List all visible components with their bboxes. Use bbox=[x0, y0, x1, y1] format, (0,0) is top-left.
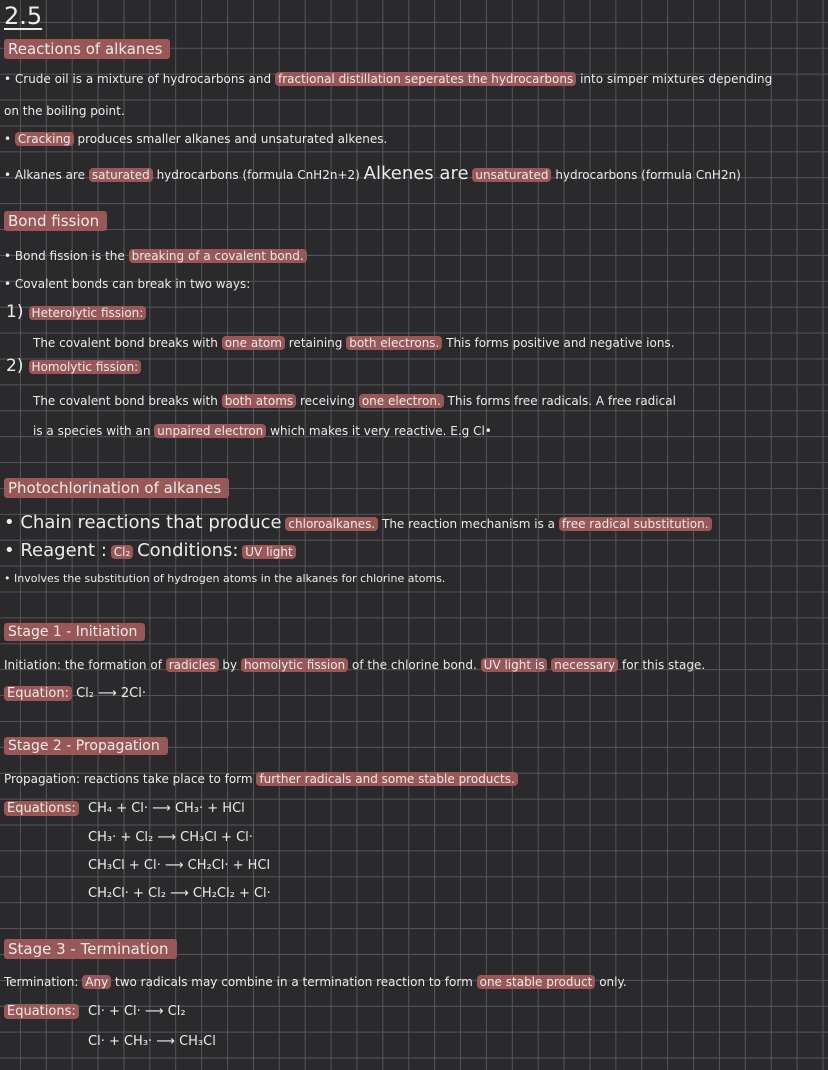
stage2-line-1: Propagation: reactions take place to form further radicals and some stable products. bbox=[4, 772, 518, 786]
stage2-eq-1: CH₄ + Cl· ⟶ CH₃· + HCl bbox=[88, 801, 245, 816]
stage3-line-1: Termination: Any two radicals may combine in a termination reaction to form one stable product only. bbox=[4, 975, 627, 989]
heading-stage-1: Stage 1 - Initiation bbox=[4, 624, 145, 640]
photo-line-2: • Reagent : Cl₂ Conditions: UV light bbox=[4, 540, 296, 561]
stage3-eq-1: Cl· + Cl· ⟶ Cl₂ bbox=[88, 1004, 186, 1019]
bond-line-2: • Covalent bonds can break in two ways: bbox=[4, 277, 251, 291]
stage3-equations-label: Equations: bbox=[4, 1004, 79, 1019]
heterolytic-heading: 1) Heterolytic fission: bbox=[6, 302, 146, 322]
stage2-equations-label: Equations: bbox=[4, 801, 79, 816]
homolytic-heading: 2) Homolytic fission: bbox=[6, 356, 141, 376]
stage2-eq-4: CH₂Cl· + Cl₂ ⟶ CH₂Cl₂ + Cl· bbox=[88, 886, 271, 901]
stage2-eq-2: CH₃· + Cl₂ ⟶ CH₃Cl + Cl· bbox=[88, 830, 253, 845]
bond-line-1: • Bond fission is the breaking of a covalent bond. bbox=[4, 249, 307, 263]
photo-line-1: • Chain reactions that produce chloroalkanes. The reaction mechanism is a free radical substitution. bbox=[4, 512, 712, 533]
reactions-line-3: • Cracking produces smaller alkanes and unsaturated alkenes. bbox=[4, 132, 388, 146]
homolytic-text-2: is a species with an unpaired electron which makes it very reactive. E.g Cl• bbox=[33, 424, 492, 438]
heading-reactions: Reactions of alkanes bbox=[4, 40, 170, 58]
heading-bond-fission: Bond fission bbox=[4, 212, 107, 230]
stage1-equation: Equation: Cl₂ ⟶ 2Cl· bbox=[4, 686, 146, 701]
reactions-line-1: • Crude oil is a mixture of hydrocarbons and fractional distillation seperates the hydrocarbons into simper mixtures depending bbox=[4, 72, 773, 86]
homolytic-text-1: The covalent bond breaks with both atoms receiving one electron. This forms free radicals. A free radical bbox=[33, 394, 676, 408]
stage1-line-1: Initiation: the formation of radicles by homolytic fission of the chlorine bond. UV light is necessary for this stage. bbox=[4, 658, 706, 672]
photo-line-3: • Involves the substitution of hydrogen atoms in the alkanes for chlorine atoms. bbox=[4, 572, 446, 585]
stage3-eq-2: Cl· + CH₃· ⟶ CH₃Cl bbox=[88, 1034, 216, 1049]
heading-photochlorination: Photochlorination of alkanes bbox=[4, 479, 229, 497]
reactions-line-4: • Alkanes are saturated hydrocarbons (formula CnH2n+2) Alkenes are unsaturated hydrocarbons (formula CnH2n) bbox=[4, 163, 741, 184]
page-number: 2.5 bbox=[4, 2, 43, 30]
heading-stage-3: Stage 3 - Termination bbox=[4, 940, 177, 958]
reactions-line-2: on the boiling point. bbox=[4, 104, 125, 118]
heterolytic-text: The covalent bond breaks with one atom retaining both electrons. This forms positive and negative ions. bbox=[33, 336, 675, 350]
stage2-eq-3: CH₃Cl + Cl· ⟶ CH₂Cl· + HCl bbox=[88, 858, 271, 873]
heading-stage-2: Stage 2 - Propagation bbox=[4, 738, 168, 754]
